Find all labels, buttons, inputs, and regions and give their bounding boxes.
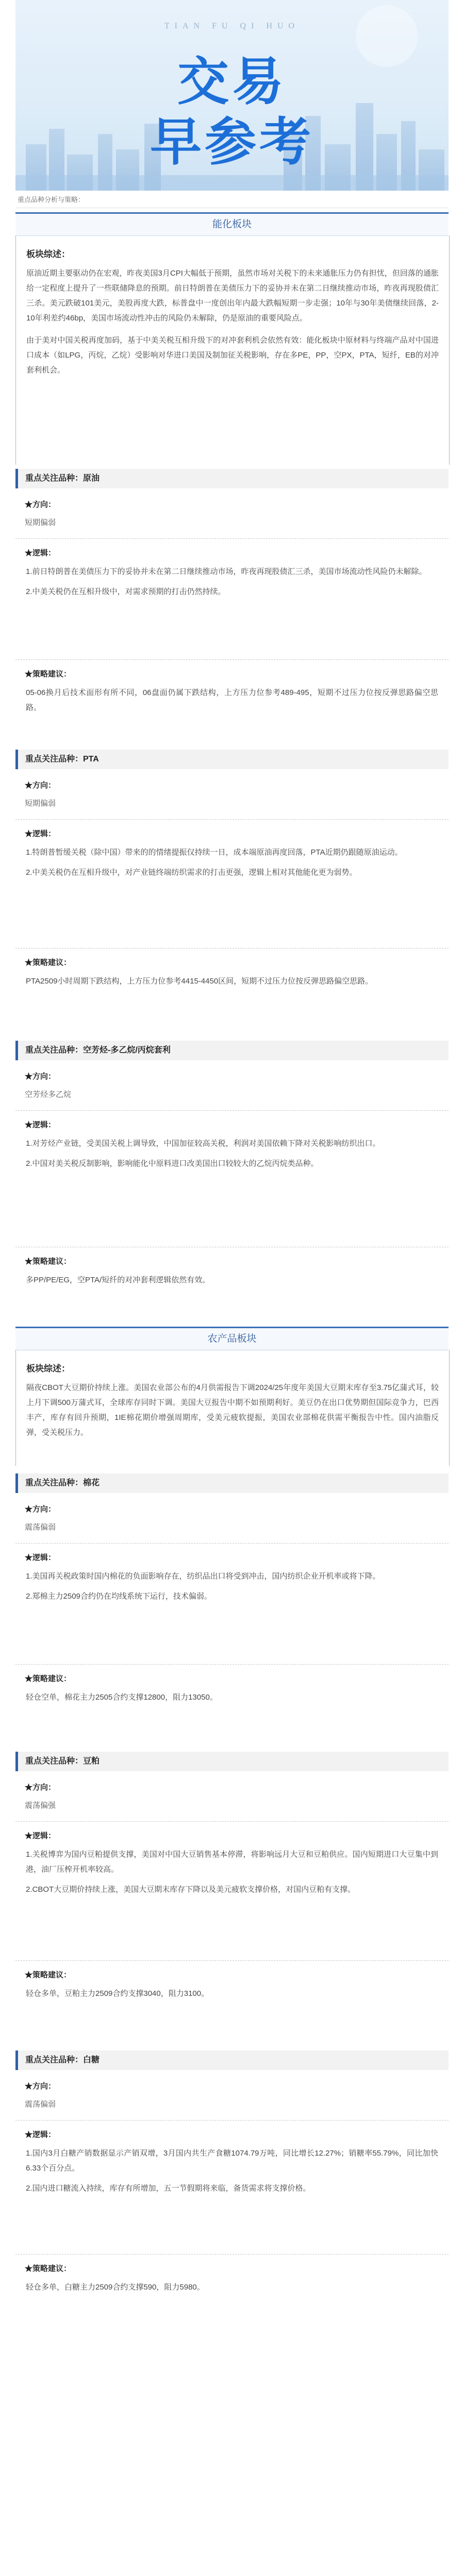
direction-value: 震荡偏弱 — [25, 2100, 56, 2109]
strategy-block — [15, 668, 449, 715]
logic-label: ★逻辑： — [25, 1553, 56, 1562]
logic-block — [15, 547, 449, 599]
direction-value: 短期偏弱 — [25, 518, 56, 527]
focus-bar-sugar — [15, 2050, 449, 2070]
focus-bar-soymeal — [15, 1752, 449, 1771]
logic-label: ★逻辑： — [25, 829, 56, 838]
divider — [15, 1543, 449, 1544]
logic-block — [15, 1830, 449, 1897]
strategy-block — [15, 1969, 449, 2001]
divider — [15, 1821, 449, 1822]
direction-value: 震荡偏强 — [25, 1801, 56, 1810]
divider — [15, 2254, 449, 2255]
logic-label: ★逻辑： — [25, 1121, 56, 1129]
section-title: 能化板块 — [15, 212, 449, 236]
focus-bar-crude — [15, 469, 449, 488]
direction-value: 短期偏弱 — [25, 799, 56, 808]
logic-item: 2.CBOT大豆期价持续上涨，美国大豆期末库存下降以及美元疲软支撑价格，对国内豆粕有支撑。 — [26, 1885, 356, 1894]
focus-bar-hedge — [15, 1041, 449, 1060]
focus-title: 重点关注品种：白糖 — [25, 2056, 100, 2064]
logic-label: ★逻辑： — [25, 2130, 56, 2139]
brand-pinyin: TIAN FU QI HUO — [164, 22, 300, 30]
strategy-block — [15, 1256, 449, 1287]
energy-section-header — [15, 212, 449, 236]
direction-label: ★方向： — [25, 500, 56, 509]
direction-row — [15, 1503, 449, 1532]
divider — [15, 1664, 449, 1665]
agri-overview — [15, 1350, 450, 1466]
logic-label: ★逻辑： — [25, 1832, 56, 1840]
agri-section-header — [15, 1327, 449, 1350]
focus-title: 重点关注品种：豆粕 — [25, 1757, 100, 1766]
strategy-text: 多PP/PE/EG，空PTA/短纤的对冲套利逻辑依然有效。 — [26, 1276, 210, 1284]
direction-label: ★方向： — [25, 2082, 56, 2091]
direction-label: ★方向： — [25, 1783, 56, 1792]
logic-item: 2.中美关税仍在互相升级中，对需求预期的打击仍然持续。 — [26, 587, 226, 596]
subtitle-text: 重点品种分析与策略： — [18, 196, 85, 204]
focus-title: 重点关注品种：空芳烃-多乙烷/丙烷套利 — [25, 1046, 171, 1055]
logic-block — [15, 1552, 449, 1604]
direction-row — [15, 2080, 449, 2109]
focus-title: 重点关注品种：PTA — [25, 755, 99, 764]
strategy-label: ★策略建议： — [25, 2264, 72, 2273]
strategy-label: ★策略建议： — [25, 958, 72, 967]
direction-label: ★方向： — [25, 781, 56, 790]
report-title-line2: 早参考 — [150, 112, 314, 172]
logic-block — [15, 1119, 449, 1171]
logic-item: 1.国内3月白糖产销数据显示产销双增，3月国内共生产食糖1074.79万吨，同比增长12.27%；销糖率55.79%，同比加快6.33个百分点。 — [26, 2149, 438, 2173]
logic-item: 2.国内进口糖流入持续，库存有所增加，五一节假期将来临，备货需求将支撑价格。 — [26, 2184, 311, 2193]
strategy-block — [15, 957, 449, 989]
logic-block — [15, 2129, 449, 2196]
logic-item: 2.中国对美关税反制影响，影响能化中原料进口改美国出口较较大的乙烷丙烷类品种。 — [26, 1159, 319, 1168]
overview-label: 板块综述： — [26, 249, 70, 259]
logic-item: 2.郑棉主力2509合约仍在均线系统下运行，技术偏弱。 — [26, 1592, 212, 1601]
divider — [15, 1110, 449, 1111]
divider — [15, 2120, 449, 2121]
focus-title: 重点关注品种：棉花 — [25, 1479, 100, 1487]
section-title: 农产品板块 — [15, 1327, 449, 1350]
logic-item: 1.前日特朗普在美债压力下的妥协并未在第二日继续推动市场，昨夜再现股债汇三杀，美国市场流动性风险仍未解除。 — [26, 567, 427, 576]
strategy-text: PTA2509小时周期下跌结构，上方压力位参考4415-4450区间，短期不过压力位按反弹思路偏空思路。 — [26, 977, 373, 986]
focus-bar-pta — [15, 750, 449, 769]
strategy-text: 轻仓空单，棉花主力2505合约支撑12800，阻力13050。 — [26, 1693, 218, 1702]
divider — [15, 1960, 449, 1961]
logic-item: 1.关税博弈为国内豆粕提供支撑，美国对中国大豆销售基本停滞，将影响远月大豆和豆粕供应。国内短期进口大豆集中到港，油厂压榨开机率较高。 — [26, 1850, 438, 1874]
header-banner — [15, 0, 449, 191]
overview-paragraph: 隔夜CBOT大豆期价持续上涨。美国农业部公布的4月供需报告下调2024/25年度年美国大豆期末库存至3.75亿蒲式耳，较上月下调500万蒲式耳，全球库存同时下调。美国大豆报告中期不如预期利好。美豆仍在出口优势期但国际竞争力，巴西丰产，库存有回升预期，1IE棉花期价增强周期库，受美元疲软提振，美国农业部棉花供需平衡报告中性。国内油脂反弹，受关税压力。 — [26, 1383, 439, 1437]
direction-value: 空芳烃多乙烷 — [25, 1090, 72, 1099]
logic-label: ★逻辑： — [25, 549, 56, 557]
direction-row — [15, 499, 449, 528]
subtitle-strip — [15, 192, 449, 208]
divider — [15, 819, 449, 820]
strategy-label: ★策略建议： — [25, 1971, 72, 1979]
strategy-block — [15, 1673, 449, 1705]
logic-item: 1.特朗普暂缓关税（除中国）带来的的情绪提振仅持续一日，成本端原油再度回落，PTA近期仍跟随原油运动。 — [26, 848, 403, 857]
energy-overview — [15, 235, 450, 465]
divider — [15, 538, 449, 539]
direction-label: ★方向： — [25, 1072, 56, 1081]
logic-item: 2.中美关税仍在互相升级中，对产业链终端纺织需求的打击更强，逻辑上相对其他能化更为弱势。 — [26, 868, 357, 877]
strategy-text: 05-06换月后技术面形有所不同，06盘面仍属下跌结构，上方压力位参考489-495，短期不过压力位按反弹思路偏空思路。 — [26, 688, 438, 712]
overview-paragraph: 原油近期主要驱动仍在宏观，昨夜美国3月CPI大幅低于预期，虽然市场对关税下的未来通胀压力仍有担忧，但回落的通胀给一定程度上提升了一些联储降息的预期。前日特朗普在美债压力下的妥协并未在第二日继续推动市场，昨夜再现股债汇三杀。美元跌破101美元，美股再度大跌，标普盘中一度创出年内最大跌幅短期一步走强；10年与30年美债继续回落，2-10年利差约46bp，美国市场流动性冲击的风险仍未解除，仍是原油的重要风险点。 — [26, 269, 439, 323]
direction-value: 震荡偏弱 — [25, 1523, 56, 1532]
direction-row — [15, 1782, 449, 1810]
overview-paragraph: 由于美对中国关税再度加码，基于中美关税互相升级下的对冲套利机会依然有效：能化板块中原材料与终端产品对中国进口成本（如LPG，丙烷，乙烷）受影响对华进口美国及制加征关税影响，存在多PE，PP，空PX，PTA，短纤，EB的对冲套利机会。 — [26, 336, 439, 375]
divider — [15, 659, 449, 660]
direction-row — [15, 779, 449, 808]
strategy-block — [15, 2263, 449, 2295]
logic-item: 1.美国再关税政策时国内棉花的负面影响存在，纺织品出口将受到冲击，国内纺织企业开机率或将下降。 — [26, 1572, 380, 1581]
logic-item: 1.对芳烃产业链，受美国关税上调导致，中国加征较高关税，利润对美国依赖下降对关税影响纺织出口。 — [26, 1139, 380, 1148]
strategy-label: ★策略建议： — [25, 670, 72, 679]
direction-row — [15, 1071, 449, 1099]
strategy-label: ★策略建议： — [25, 1674, 72, 1683]
logic-block — [15, 828, 449, 880]
focus-title: 重点关注品种：原油 — [25, 474, 100, 483]
strategy-text: 轻仓多单，白糖主力2509合约支撑590，阻力5980。 — [26, 2283, 205, 2292]
focus-bar-cotton — [15, 1473, 449, 1493]
report-title-line1: 交易 — [177, 52, 287, 112]
strategy-label: ★策略建议： — [25, 1257, 72, 1266]
strategy-text: 轻仓多单，豆粕主力2509合约支撑3040，阻力3100。 — [26, 1989, 209, 1998]
overview-label: 板块综述： — [26, 1364, 70, 1374]
direction-label: ★方向： — [25, 1505, 56, 1514]
